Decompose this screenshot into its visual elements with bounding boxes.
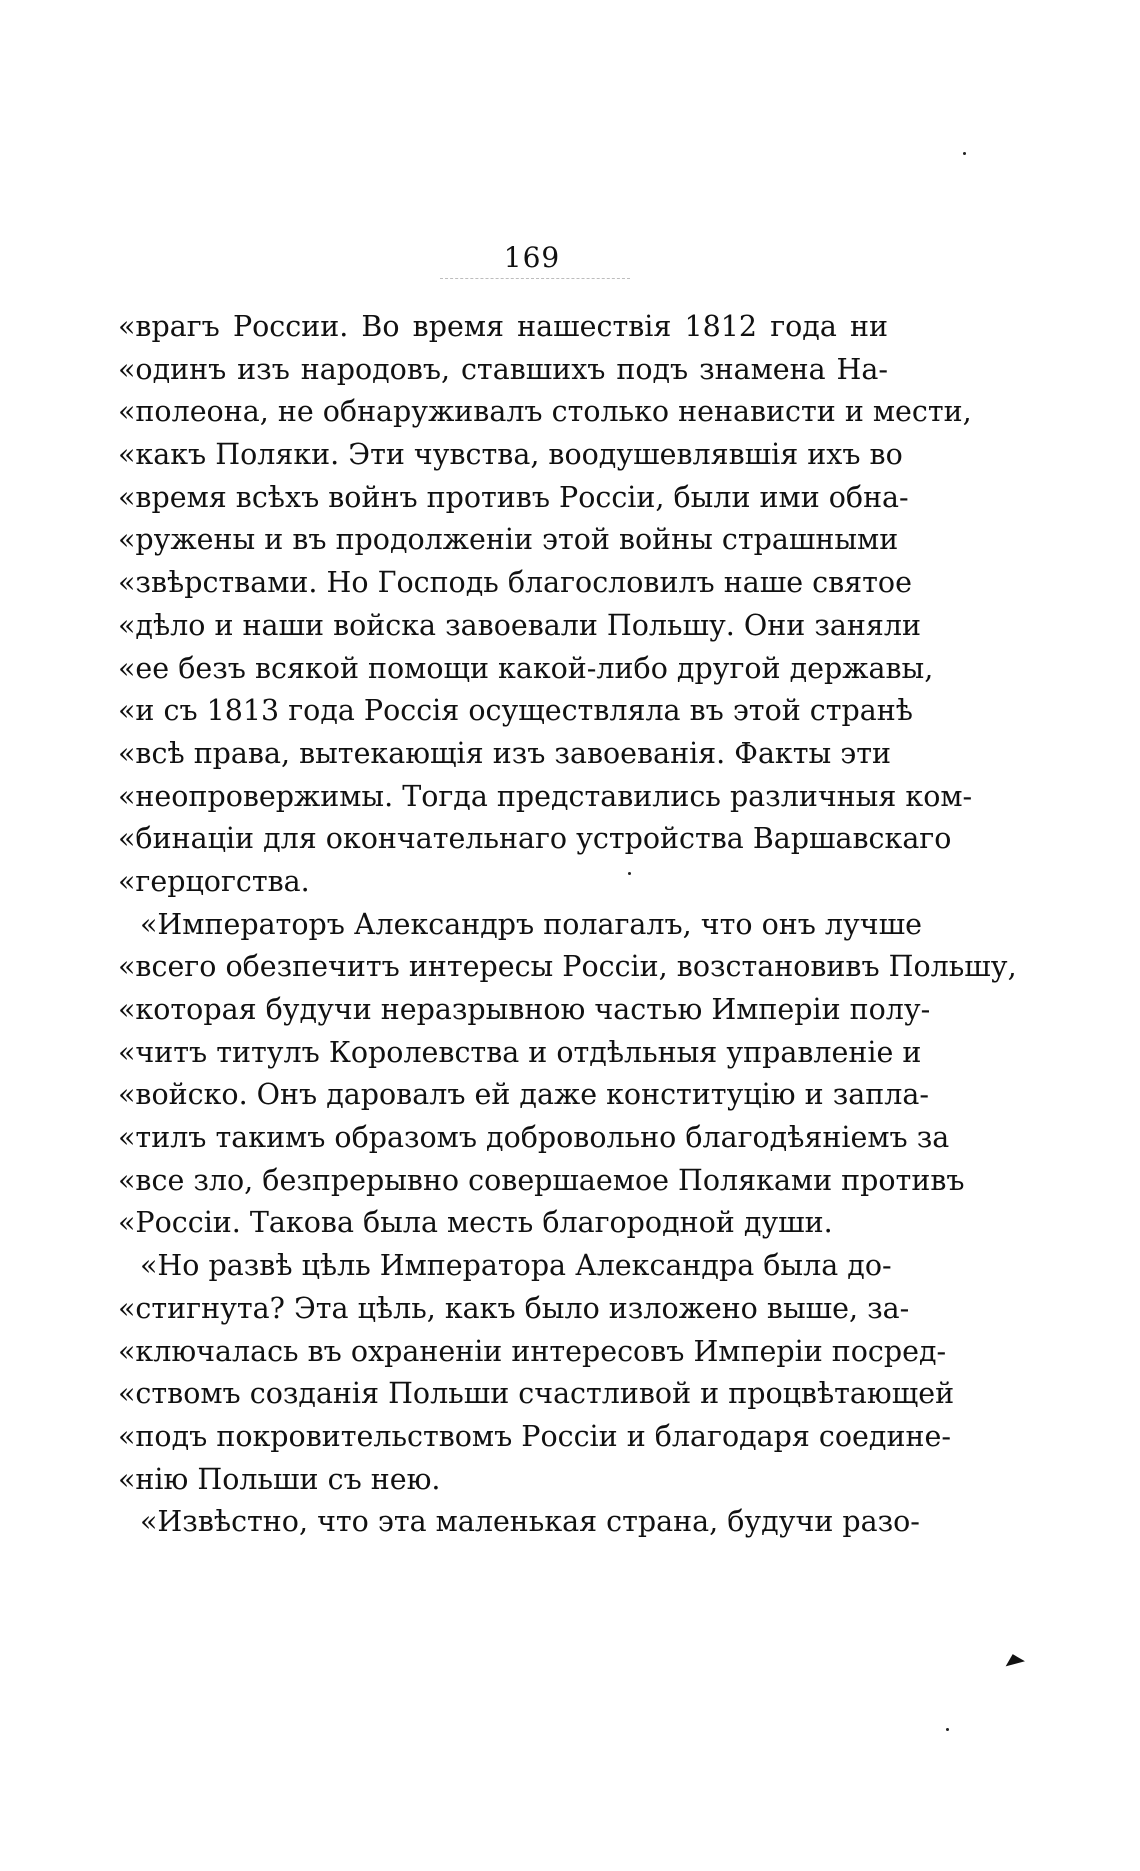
text-line: «читъ титулъ Королевства и отдѣльныя управленіе и [118,1035,922,1069]
page-number [0,240,1140,276]
text-line: «Но развѣ цѣль Императора Александра была до- [140,1249,892,1283]
text-line: «войско. Онъ даровалъ ей даже конституцію и запла- [118,1078,929,1112]
scan-speck [963,152,966,155]
text-line: «ствомъ созданія Польши счастливой и процвѣтающей [118,1377,955,1411]
text-line: «звѣрствами. Но Господь благословилъ наше святое [118,566,912,600]
text-line: «подъ покровительствомъ Россіи и благодаря соедине- [118,1419,951,1453]
text-line: «все зло, безпрерывно совершаемое Поляками противъ [118,1163,965,1197]
header-dotted-rule [440,278,630,281]
scan-speck [628,872,631,875]
text-line: «неопровержимы. Тогда представились различныя ком- [118,779,973,813]
text-line: «всего обезпечитъ интересы Россіи, возстановивъ Польшу, [118,950,1017,984]
text-line: «ее безъ всякой помощи какой-либо другой державы, [118,651,934,685]
text-line: «Извѣстно, что эта маленькая страна, будучи разо- [140,1505,920,1539]
body-text [118,306,1017,1544]
text-line: «стигнута? Эта цѣль, какъ было изложено выше, за- [118,1291,910,1325]
text-line: «всѣ права, вытекающія изъ завоеванія. Факты эти [118,736,891,770]
paragraph [118,306,973,904]
paragraph [118,1245,955,1501]
text-line: «тилъ такимъ образомъ добровольно благодѣяніемъ за [118,1121,950,1155]
text-line: «полеона, не обнаруживалъ столько ненависти и мести, [118,395,972,429]
paragraph [118,1501,920,1544]
text-line: «какъ Поляки. Эти чувства, воодушевлявшія ихъ во [118,438,903,472]
text-line: «Россіи. Такова была месть благородной души. [118,1206,833,1240]
paragraph [118,904,1017,1246]
text-line: «ружены и въ продолженіи этой войны страшными [118,523,899,557]
page-number-text: 169 [503,241,561,274]
text-line: «Императоръ Александръ полагалъ, что онъ лучше [140,907,922,941]
text-line: «время всѣхъ войнъ противъ Россіи, были ими обна- [118,480,909,514]
text-line: «врагъ России. Во время нашествія 1812 года ни [118,310,888,343]
text-line: «бинаціи для окончательнаго устройства Варшавскаго [118,822,952,856]
text-line: «которая будучи неразрывною частью Имперіи полу- [118,993,931,1026]
text-line: «нію Польши съ нею. [118,1462,441,1496]
margin-mark-icon [1003,1652,1025,1667]
text-line: «дѣло и наши войска завоевали Польшу. Они заняли [118,608,921,642]
text-line: «одинъ изъ народовъ, ставшихъ подъ знамена На- [118,352,888,386]
scan-speck [946,1728,949,1731]
text-line: «ключалась въ охраненіи интересовъ Имперіи посред- [118,1334,947,1368]
text-line: «и съ 1813 года Россія осуществляла въ этой странѣ [118,694,913,728]
text-line: «герцогства. [118,864,310,898]
